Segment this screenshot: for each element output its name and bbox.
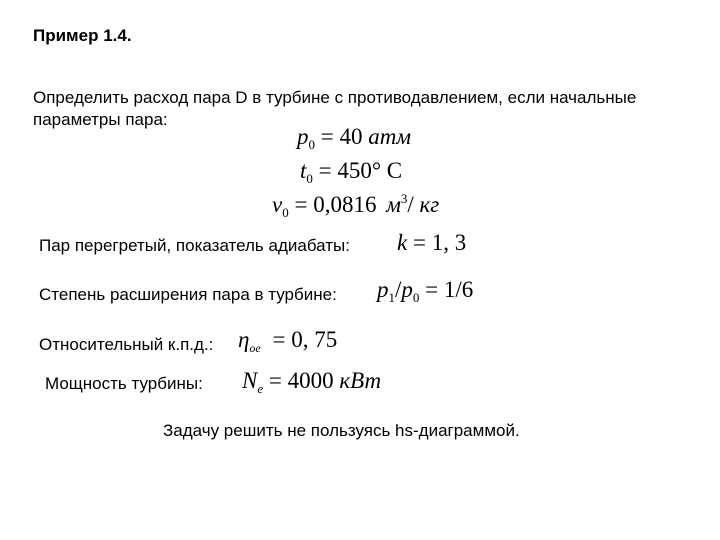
v0-symbol: v [272, 192, 283, 217]
p0-subscript: 0 [308, 137, 315, 152]
p0-value: = 40 [320, 124, 363, 149]
v0-unit-denominator: кг [419, 192, 440, 217]
v0-unit-slash: / [407, 192, 414, 217]
example-title: Пример 1.4. [33, 26, 132, 45]
t0-symbol: t [300, 158, 307, 183]
p0-symbol-ratio: p [401, 277, 413, 302]
p1-symbol: p [377, 277, 389, 302]
formula-p0 [297, 124, 411, 150]
t0-value: = 450° C [318, 158, 403, 183]
p0-unit: атм [368, 124, 412, 149]
problem-text-line-1: Определить расход пара D в турбине с противодавлением, если начальные [33, 88, 637, 107]
formula-k [397, 230, 466, 256]
p1-subscript: 1 [388, 290, 395, 305]
v0-value: = 0,0816 [294, 192, 377, 217]
eta-subscript: oe [249, 341, 261, 355]
ratio-slash: / [395, 277, 402, 302]
efficiency-label: Относительный к.п.д.: [39, 335, 214, 354]
N-symbol: N [242, 368, 258, 393]
v0-subscript: 0 [282, 205, 289, 220]
power-unit: кВт [339, 368, 382, 393]
k-value: = 1, 3 [412, 230, 467, 255]
eta-symbol: η [238, 327, 250, 352]
expansion-ratio-value: = 1/6 [425, 277, 474, 302]
formula-power [242, 368, 381, 394]
formula-v0 [272, 192, 439, 218]
turbine-power-label: Мощность турбины: [45, 374, 203, 393]
problem-text-line-2: параметры пара: [33, 110, 168, 129]
k-symbol: k [397, 230, 408, 255]
p0-subscript-ratio: 0 [412, 290, 420, 305]
formula-efficiency [238, 327, 337, 353]
formula-t0 [300, 158, 402, 184]
p0-symbol: p [297, 124, 309, 149]
t0-subscript: 0 [306, 171, 313, 186]
efficiency-value: = 0, 75 [272, 327, 338, 352]
v0-unit-exponent: 3 [400, 191, 408, 206]
task-note: Задачу решить не пользуясь hs-диаграммой. [163, 421, 520, 440]
expansion-ratio-label: Степень расширения пара в турбине: [39, 285, 337, 304]
N-subscript: e [257, 381, 264, 396]
adiabatic-label: Пар перегретый, показатель адиабаты: [39, 236, 350, 255]
v0-unit-numerator: м [386, 192, 401, 217]
formula-expansion-ratio [377, 277, 473, 303]
power-value: = 4000 [268, 368, 334, 393]
